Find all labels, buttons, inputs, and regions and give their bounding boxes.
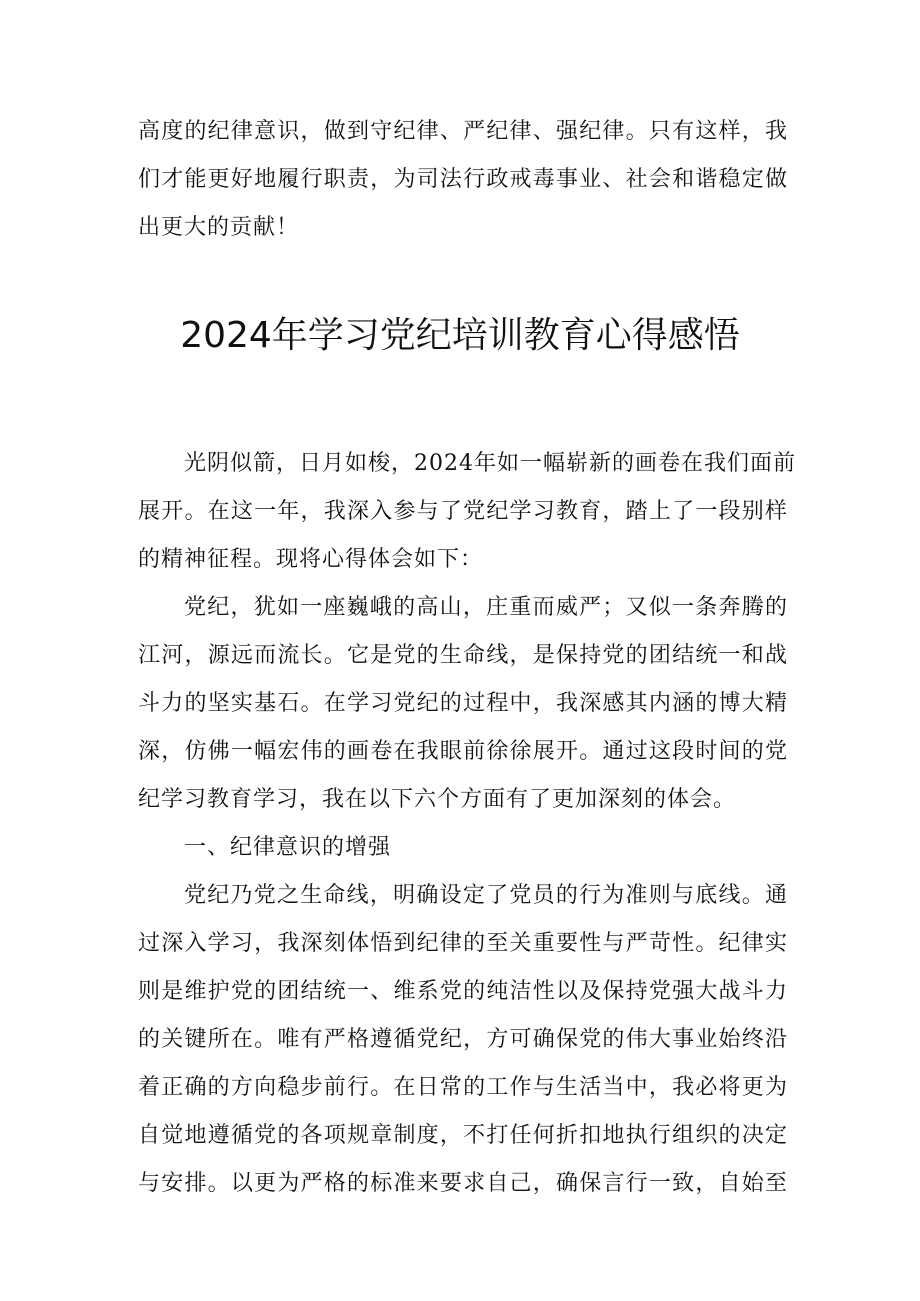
document-title: 2024年学习党纪培训教育心得感悟 (180, 315, 740, 356)
paragraph-line: 的关键所在。唯有严格遵循党纪，方可确保党的伟大事业始终沿 (138, 1027, 788, 1052)
paragraph-line: 江河，源远而流长。它是党的生命线，是保持党的团结统一和战 (138, 643, 788, 668)
paragraph-line: 纪学习教育学习，我在以下六个方面有了更加深刻的体会。 (138, 787, 737, 812)
paragraph-line: 深，仿佛一幅宏伟的画卷在我眼前徐徐展开。通过这段时间的党 (138, 739, 788, 764)
paragraph-line: 则是维护党的团结统一、维系党的纯洁性以及保持党强大战斗力 (138, 979, 788, 1004)
paragraph-line: 的精神征程。现将心得体会如下： (138, 547, 484, 572)
continued-paragraph (138, 108, 788, 252)
paragraph-line: 展开。在这一年，我深入参与了党纪学习教育，踏上了一段别样 (138, 499, 788, 524)
paragraph-line: 高度的纪律意识，做到守纪律、严纪律、强纪律。只有这样，我 (138, 119, 788, 144)
paragraph-line: 自觉地遵循党的各项规章制度，不打任何折扣地执行组织的决定 (138, 1123, 788, 1148)
paragraph-line: 光阴似箭，日月如梭，2024年如一幅崭新的画卷在我们面前 (184, 451, 796, 476)
paragraph-line: 党纪，犹如一座巍峨的高山，庄重而威严；又似一条奔腾的 (184, 595, 788, 620)
document-body (138, 440, 796, 1208)
paragraph-line: 着正确的方向稳步前行。在日常的工作与生活当中，我必将更为 (138, 1075, 788, 1100)
paragraph-line: 们才能更好地履行职责，为司法行政戒毒事业、社会和谐稳定做 (138, 167, 788, 192)
paragraph-line: 党纪乃党之生命线，明确设定了党员的行为准则与底线。通 (184, 883, 788, 908)
paragraph-line: 与安排。以更为严格的标准来要求自己，确保言行一致，自始至 (138, 1171, 788, 1196)
paragraph-line: 斗力的坚实基石。在学习党纪的过程中，我深感其内涵的博大精 (138, 691, 788, 716)
section-heading: 一、纪律意识的增强 (184, 835, 392, 860)
paragraph-line: 过深入学习，我深刻体悟到纪律的至关重要性与严苛性。纪律实 (138, 931, 788, 956)
paragraph-line: 出更大的贡献！ (138, 215, 300, 240)
